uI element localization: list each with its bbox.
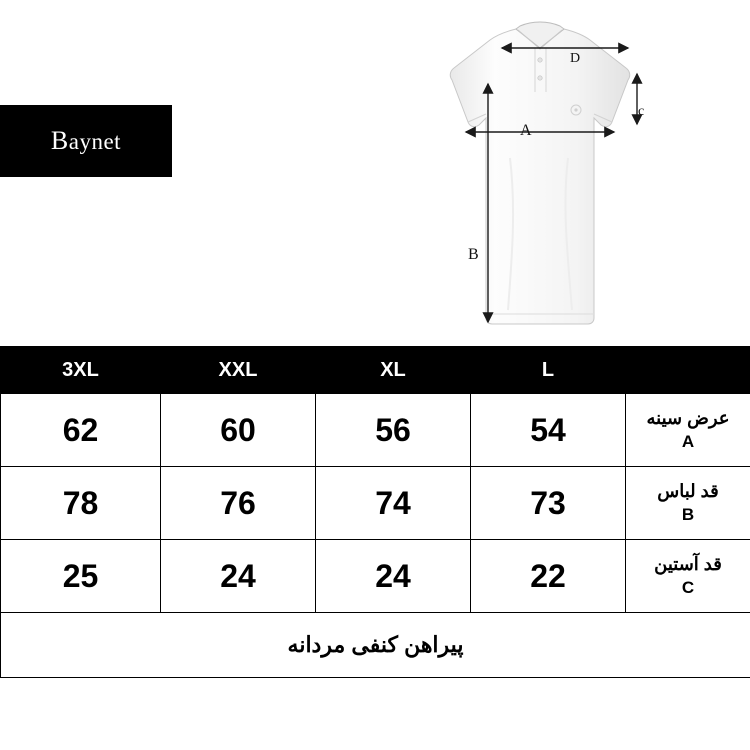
row-label-sleeve-letter: C (681, 577, 695, 597)
product-title: پیراهن کنفی مردانه (1, 613, 750, 678)
brand-name (51, 126, 121, 156)
row-label-length (626, 467, 750, 540)
brand-logo (0, 105, 172, 177)
dimension-label-a: A (520, 122, 532, 139)
table-header-row (1, 347, 750, 394)
table-header-l: L (471, 347, 626, 394)
dimension-label-d: D (570, 51, 581, 66)
cell-chest-3xl: 62 (1, 394, 161, 467)
cell-sleeve-xl: 24 (316, 540, 471, 613)
table-header-measure (626, 347, 750, 394)
row-label-length-text: قد لباس (657, 481, 719, 502)
table-footer-row (1, 613, 750, 678)
table-header-xxl: XXL (161, 347, 316, 394)
row-label-sleeve-text: قد آستین (654, 554, 722, 575)
cell-chest-xl: 56 (316, 394, 471, 467)
cell-sleeve-l: 22 (471, 540, 626, 613)
row-label-chest-letter: A (681, 431, 695, 451)
row-label-sleeve (626, 540, 750, 613)
cell-length-xl: 74 (316, 467, 471, 540)
brand-name-rest: aynet (68, 129, 122, 154)
row-label-length-letter: B (681, 504, 695, 524)
brand-initial: B (50, 126, 69, 155)
cell-sleeve-3xl: 25 (1, 540, 161, 613)
dimension-label-c: c (638, 104, 645, 119)
cell-length-3xl: 78 (1, 467, 161, 540)
row-label-chest-text: عرض سینه (646, 408, 730, 429)
table-row (1, 394, 750, 467)
table-header-3xl: 3XL (1, 347, 161, 394)
cell-sleeve-xxl: 24 (161, 540, 316, 613)
table-row (1, 540, 750, 613)
shirt-illustration (390, 18, 690, 338)
row-label-chest (626, 394, 750, 467)
cell-chest-xxl: 60 (161, 394, 316, 467)
shirt-body-shape (450, 22, 629, 324)
dimension-label-b: B (468, 246, 479, 263)
table-header-xl: XL (316, 347, 471, 394)
size-chart-table (0, 346, 750, 678)
table-row (1, 467, 750, 540)
cell-chest-l: 54 (471, 394, 626, 467)
cell-length-xxl: 76 (161, 467, 316, 540)
cell-length-l: 73 (471, 467, 626, 540)
